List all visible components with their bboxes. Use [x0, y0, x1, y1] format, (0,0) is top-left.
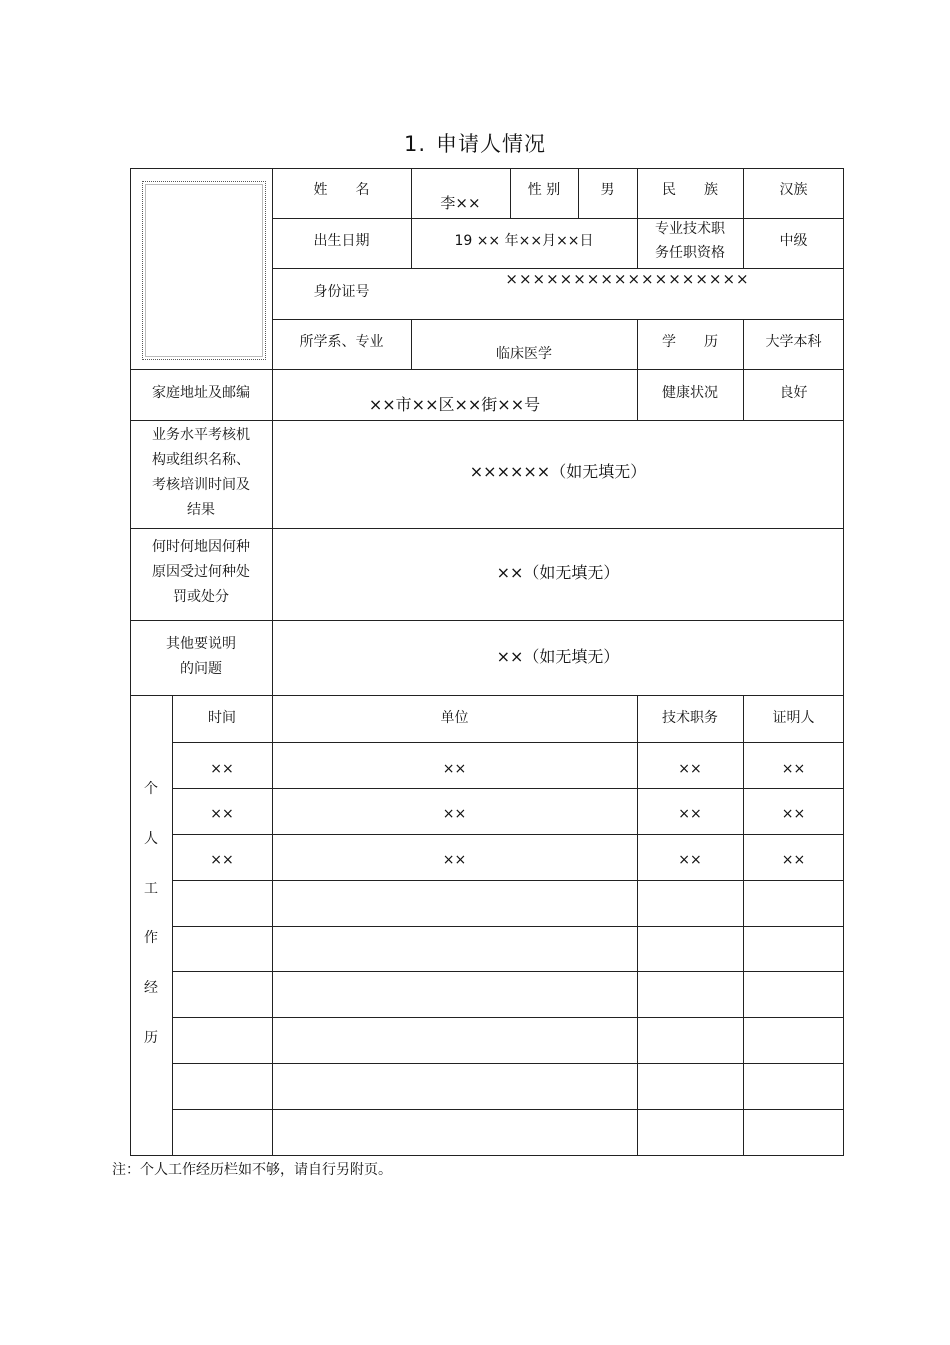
title-text: 申请人情况 — [436, 132, 547, 156]
education-label: 学 历 — [662, 334, 718, 350]
work-history-side-label-6: 历 — [144, 1030, 158, 1046]
assessment-value: ××××××（如无填无） — [469, 462, 647, 481]
ethnicity-value: 汉族 — [779, 182, 808, 198]
col-header-witness: 证明人 — [772, 710, 815, 726]
col-header-unit: 单位 — [440, 710, 469, 726]
birth-value: 19 ×× 年××月××日 — [454, 233, 594, 249]
gender-label: 性 别 — [527, 182, 561, 198]
row-2-time: ×× — [210, 806, 234, 822]
col-header-position: 技术职务 — [662, 710, 718, 726]
punishment-label: 何时何地因何种 原因受过何种处 罚或处分 — [152, 539, 250, 605]
row-3-unit: ×× — [442, 852, 467, 868]
work-history-side-label-5: 经 — [144, 980, 158, 996]
title-number: 1. — [403, 132, 427, 156]
footnote: 注：个人工作经历栏如不够，请自行另附页。 — [112, 1162, 392, 1178]
row-2-unit: ×× — [442, 806, 467, 822]
row-1-position: ×× — [678, 761, 702, 777]
row-3-time: ×× — [210, 852, 234, 868]
row-2-position: ×× — [678, 806, 702, 822]
work-history-side-label-1: 个 — [144, 781, 158, 797]
row-3-position: ×× — [678, 852, 702, 868]
row-1-time: ×× — [210, 761, 234, 777]
major-value: 临床医学 — [496, 346, 552, 362]
photo-placeholder[interactable] — [142, 181, 266, 360]
row-3-witness: ×× — [781, 852, 806, 868]
row-1-witness: ×× — [781, 761, 806, 777]
education-value: 大学本科 — [765, 334, 822, 350]
title-qualification-label-1: 专业技术职 — [655, 221, 725, 237]
title-qualification-value: 中级 — [779, 233, 808, 249]
col-header-time: 时间 — [208, 710, 236, 726]
punishment-value: ××（如无填无） — [496, 563, 620, 582]
name-value: 李×× — [440, 194, 481, 212]
other-value: ××（如无填无） — [496, 647, 620, 666]
birth-label: 出生日期 — [313, 233, 370, 249]
name-label: 姓 名 — [313, 182, 370, 198]
row-1-unit: ×× — [442, 761, 467, 777]
work-history-side-label-3: 工 — [144, 881, 158, 897]
health-label: 健康状况 — [662, 385, 718, 401]
assessment-label: 业务水平考核机 构或组织名称、 考核培训时间及 结果 — [152, 427, 250, 518]
other-label: 其他要说明 的问题 — [166, 636, 236, 677]
ethnicity-label: 民 族 — [662, 182, 718, 198]
page-title — [0, 128, 950, 158]
address-value: ××市××区××街××号 — [368, 395, 541, 414]
gender-value: 男 — [600, 182, 615, 198]
health-value: 良好 — [779, 385, 808, 401]
major-label: 所学系、专业 — [299, 334, 384, 350]
work-history-side-label-2: 人 — [144, 831, 158, 847]
work-history-side-label-4: 作 — [144, 930, 158, 946]
id-value: ×××××××××××××××××× — [505, 270, 750, 288]
id-label: 身份证号 — [313, 284, 370, 300]
title-qualification-label-2: 务任职资格 — [655, 245, 725, 261]
row-2-witness: ×× — [781, 806, 806, 822]
address-label: 家庭地址及邮编 — [152, 385, 250, 401]
